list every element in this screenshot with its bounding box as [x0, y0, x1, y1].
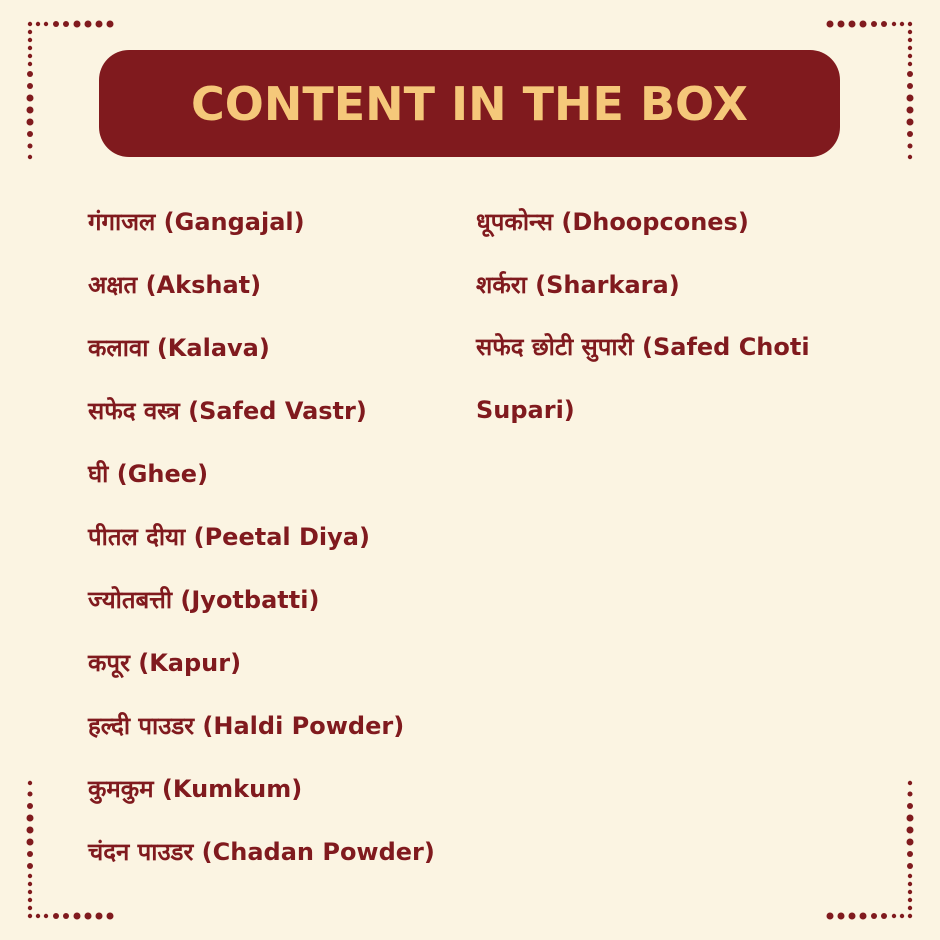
list-item: अक्षत (Akshat) [88, 271, 262, 299]
list-item: हल्दी पाउडर (Haldi Powder) [88, 712, 405, 740]
list-item: कुमकुम (Kumkum) [88, 775, 303, 803]
list-item: शर्करा (Sharkara) [476, 271, 680, 299]
corner-ornament-bottom-right [760, 766, 920, 926]
contents-list-right [476, 206, 876, 458]
list-item: सफेद वस्त्र (Safed Vastr) [88, 397, 367, 425]
list-item: कलावा (Kalava) [88, 334, 270, 362]
page-title: CONTENT IN THE BOX [191, 76, 748, 131]
list-item: गंगाजल (Gangajal) [88, 208, 305, 236]
list-item: कपूर (Kapur) [88, 649, 242, 677]
contents-list-left [88, 206, 458, 899]
list-item: चंदन पाउडर (Chadan Powder) [88, 838, 435, 866]
title-banner [99, 50, 840, 157]
list-item: ज्योतबत्ती (Jyotbatti) [88, 586, 320, 614]
list-item: धूपकोन्स (Dhoopcones) [476, 208, 749, 236]
list-item: घी (Ghee) [88, 460, 209, 488]
list-item: सफेद छोटी सुपारी (Safed Choti Supari) [476, 333, 810, 424]
list-item: पीतल दीया (Peetal Diya) [88, 523, 370, 551]
